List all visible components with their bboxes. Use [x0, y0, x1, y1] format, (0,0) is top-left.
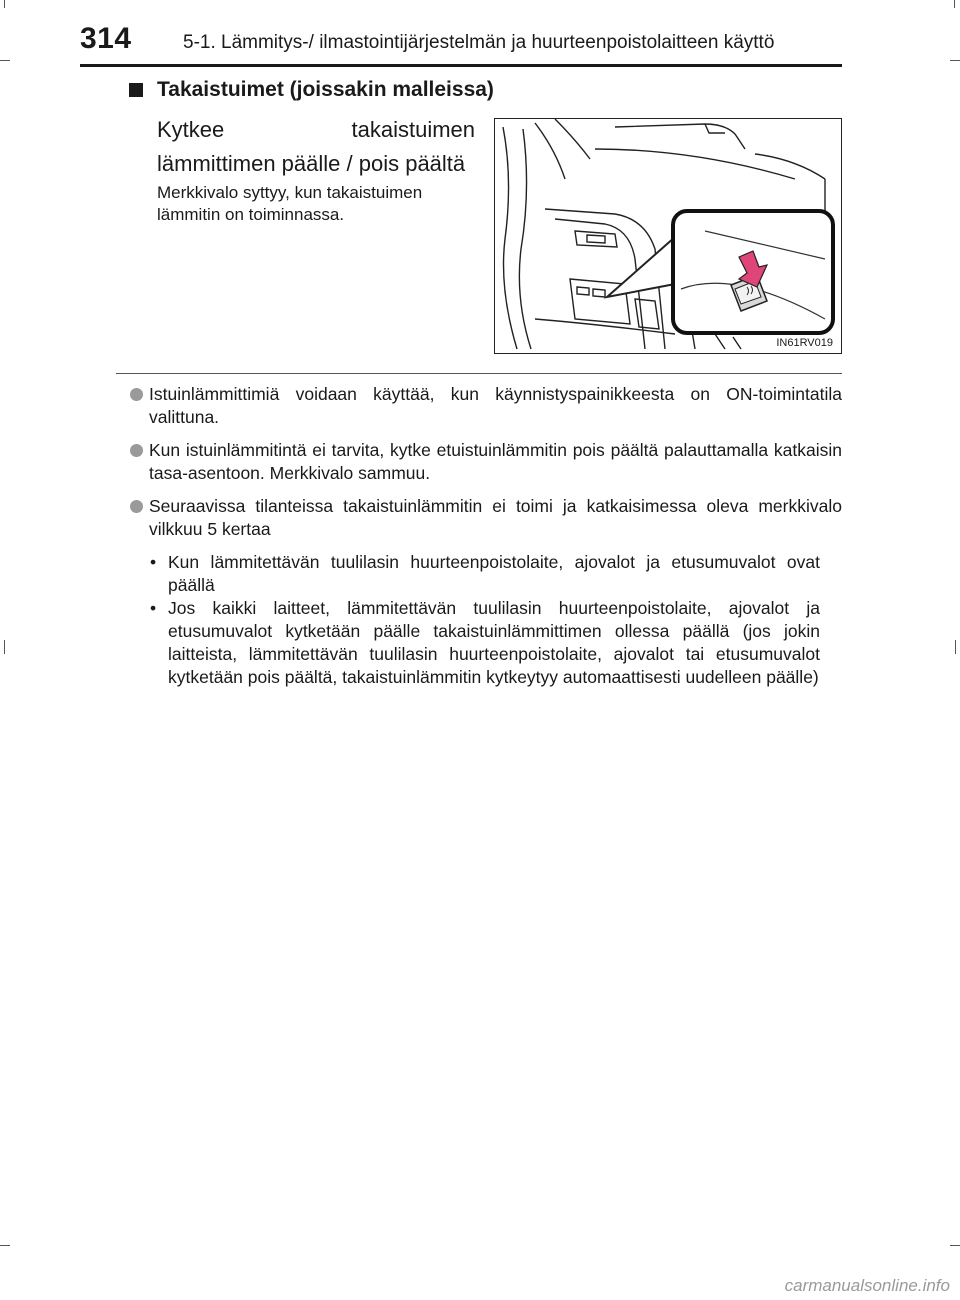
bullet-dot-icon	[130, 444, 143, 457]
section-divider	[116, 373, 842, 374]
bullet-dot-icon	[130, 388, 143, 401]
sub-item	[150, 551, 820, 597]
sub-item-text: Kun lämmitettävän tuulilasin huurteenpoistolaite, ajovalot ja etusumuvalot ovat päällä	[168, 552, 820, 595]
bullet-mark-icon: •	[150, 552, 157, 572]
watermark: carmanualsonline.info	[784, 1276, 950, 1295]
bullet-dot-icon	[130, 500, 143, 513]
switch-title: Kytkee takaistuimen lämmittimen päälle / pois päältä	[157, 117, 475, 176]
crop-mark	[0, 1245, 10, 1246]
crop-mark	[954, 0, 955, 8]
crop-mark	[0, 60, 10, 61]
note-text: Seuraavissa tilanteissa takaistuinlämmitin ei toimi ja katkaisimessa oleva merkkivalo vilkkuu 5 kertaa	[149, 496, 842, 539]
crop-mark	[4, 640, 5, 654]
note-text: Kun istuinlämmitintä ei tarvita, kytke etuistuinlämmitin pois päältä palauttamalla katkaisin tasa-asentoon. Merkkivalo sammuu.	[149, 440, 842, 483]
notes-list	[130, 383, 842, 689]
sub-item-text: Jos kaikki laitteet, lämmitettävän tuulilasin huurteenpoistolaite, ajovalot ja etusumuvalot kytketään päälle takaistuinlämmittimen ollessa päällä (jos jokin laitteista, lämmitettävän tuulilasin huurteenpoistolaite, ajovalot tai etusumuvalot kytketään pois päältä, takaistuinlämmitin kytkeytyy automaattisesti uudelleen päälle)	[168, 598, 820, 687]
page-number: 314	[80, 22, 132, 55]
seat-heater-illustration	[494, 118, 842, 354]
crop-mark	[950, 1245, 960, 1246]
section-title: Takaistuimet (joissakin malleissa)	[157, 78, 494, 101]
bullet-mark-icon: •	[150, 598, 157, 618]
square-bullet-icon	[129, 83, 143, 97]
switch-description: Merkkivalo syttyy, kun takaistuimen lämmitin on toiminnassa.	[157, 183, 423, 224]
note-item	[130, 495, 842, 541]
section-heading	[129, 78, 494, 102]
header-rule	[80, 64, 842, 67]
note-item	[130, 383, 842, 429]
crop-mark	[4, 0, 5, 8]
sub-item	[150, 597, 820, 689]
chapter-title: 5-1. Lämmitys-/ ilmastointijärjestelmän ja huurteenpoistolaitteen käyttö	[183, 32, 775, 53]
car-interior-drawing	[495, 119, 841, 353]
note-item	[130, 439, 842, 485]
sub-list	[150, 551, 820, 689]
note-text: Istuinlämmittimiä voidaan käyttää, kun käynnistyspainikkeesta on ON-toimintatila valittuna.	[149, 384, 842, 427]
crop-mark	[950, 60, 960, 61]
crop-mark	[955, 640, 956, 654]
figure-code: IN61RV019	[776, 337, 833, 349]
